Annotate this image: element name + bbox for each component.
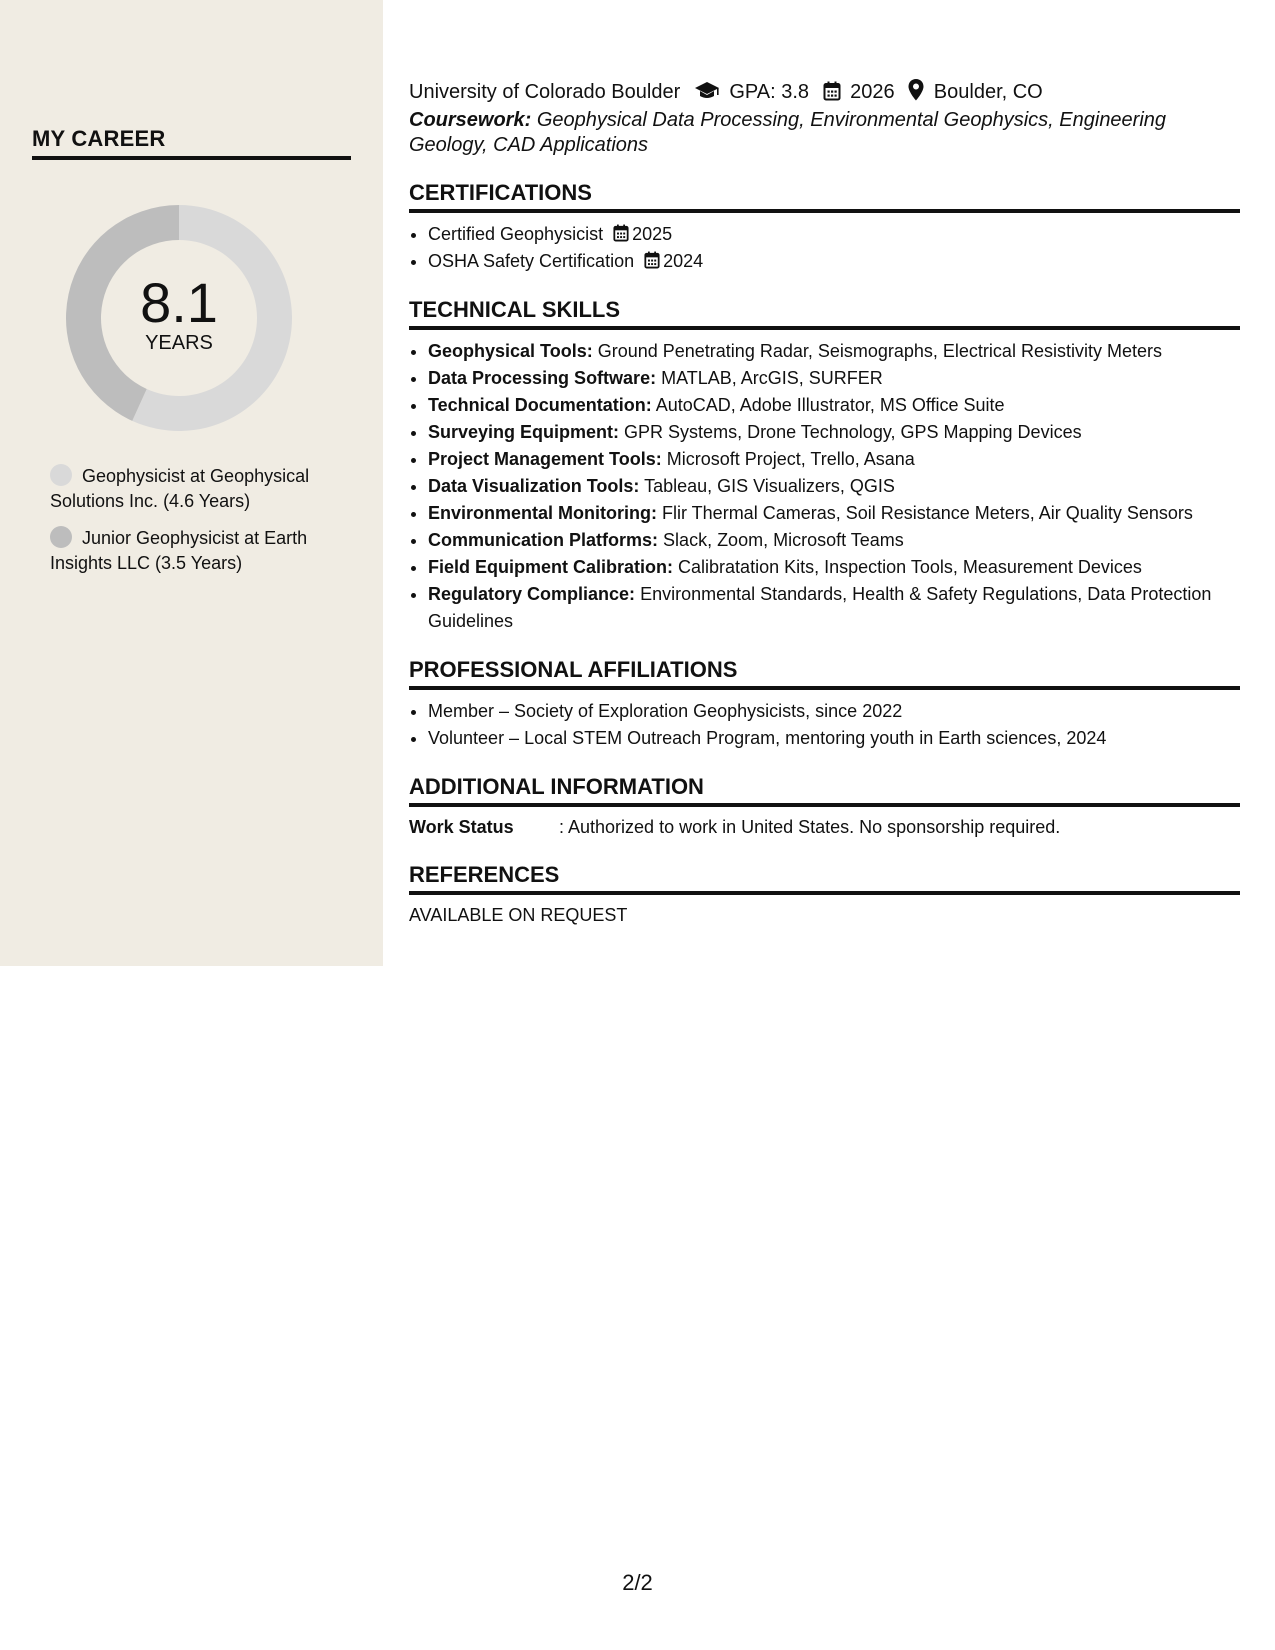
skill-value: AutoCAD, Adobe Illustrator, MS Office Suite [655, 395, 1005, 415]
skill-value: Calibratation Kits, Inspection Tools, Measurement Devices [678, 557, 1142, 577]
education-line [409, 78, 1240, 106]
skill-label: Field Equipment Calibration: [428, 557, 674, 577]
legend-label: Junior Geophysicist at Earth Insights LLC (3.5 Years) [50, 528, 308, 573]
list-item [428, 248, 1240, 275]
page-number: 2/2 [622, 1570, 653, 1595]
list-item [428, 365, 1240, 392]
skill-label: Project Management Tools: [428, 449, 662, 469]
list-item [428, 500, 1240, 527]
cert-year: 2024 [663, 251, 704, 271]
skill-label: Surveying Equipment: [428, 422, 620, 442]
donut-center-label: YEARS [145, 332, 213, 354]
list-item [428, 392, 1240, 419]
section-title-references: REFERENCES [409, 862, 1240, 895]
career-title: MY CAREER [32, 126, 351, 160]
legend-swatch [50, 464, 72, 486]
gpa: GPA: 3.8 [729, 81, 810, 103]
references-text: AVAILABLE ON REQUEST [409, 905, 628, 925]
skill-label: Communication Platforms: [428, 530, 659, 550]
skill-value: Ground Penetrating Radar, Seismographs, Electrical Resistivity Meters [597, 341, 1162, 361]
calendar-icon [823, 81, 841, 101]
skill-value: MATLAB, ArcGIS, SURFER [661, 368, 883, 388]
skill-value: Tableau, GIS Visualizers, QGIS [644, 476, 895, 496]
calendar-icon [644, 251, 660, 269]
skill-value: Flir Thermal Cameras, Soil Resistance Meters, Air Quality Sensors [662, 503, 1193, 523]
skill-label: Technical Documentation: [428, 395, 652, 415]
sidebar [0, 0, 383, 966]
skills-list [409, 338, 1240, 635]
work-status-label: Work Status [409, 817, 514, 837]
list-item: • Member – Society of Exploration Geophysicists, since 2022 [428, 698, 1240, 725]
coursework [409, 108, 1240, 158]
skill-label: Environmental Monitoring: [428, 503, 657, 523]
list-item [428, 221, 1240, 248]
list-item [428, 473, 1240, 500]
cert-year: 2025 [632, 224, 673, 244]
calendar-icon [613, 224, 629, 242]
section-title-additional: ADDITIONAL INFORMATION [409, 774, 1240, 807]
cert-name: Certified Geophysicist [428, 224, 604, 244]
career-donut-chart [66, 205, 292, 431]
skill-label: Regulatory Compliance: [428, 584, 636, 604]
skill-value: Microsoft Project, Trello, Asana [666, 449, 915, 469]
list-item [428, 446, 1240, 473]
skill-label: Data Visualization Tools: [428, 476, 640, 496]
section-title-affiliations: PROFESSIONAL AFFILIATIONS [409, 657, 1240, 690]
list-item [428, 554, 1240, 581]
map-pin-icon [908, 79, 924, 101]
skill-value: Slack, Zoom, Microsoft Teams [663, 530, 904, 550]
list-item [428, 419, 1240, 446]
affiliations-list [409, 698, 1240, 752]
list-item [428, 338, 1240, 365]
main-content [409, 78, 1240, 926]
graduation-cap-icon [694, 81, 720, 101]
list-item: • Volunteer – Local STEM Outreach Program, mentoring youth in Earth sciences, 2024 [428, 725, 1240, 752]
work-status-value: : Authorized to work in United States. No sponsorship required. [559, 817, 1061, 837]
list-item [428, 581, 1240, 635]
donut-center-value: 8.1 [140, 271, 218, 334]
legend-item [50, 464, 350, 514]
skill-value: Environmental Standards, Health & Safety Regulations, Data Protection Guidelines [428, 584, 1212, 631]
skill-label: Data Processing Software: [428, 368, 657, 388]
coursework-label: Coursework: [409, 109, 532, 131]
legend-swatch [50, 526, 72, 548]
school-location: Boulder, CO [933, 81, 1043, 103]
section-title-certifications: CERTIFICATIONS [409, 180, 1240, 213]
work-status-row [409, 815, 1240, 840]
certifications-list [409, 221, 1240, 275]
legend-label: Geophysicist at Geophysical Solutions Inc. (4.6 Years) [50, 466, 310, 511]
coursework-list: Geophysical Data Processing, Environmental Geophysics, Engineering Geology, CAD Applications [409, 109, 1167, 156]
skill-label: Geophysical Tools: [428, 341, 593, 361]
school-name: University of Colorado Boulder [409, 81, 681, 103]
career-legend [50, 464, 350, 588]
graduation-year: 2026 [850, 81, 895, 103]
legend-item [50, 526, 350, 576]
cert-name: OSHA Safety Certification [428, 251, 635, 271]
section-title-skills: TECHNICAL SKILLS [409, 297, 1240, 330]
skill-value: GPR Systems, Drone Technology, GPS Mapping Devices [624, 422, 1082, 442]
list-item [428, 527, 1240, 554]
